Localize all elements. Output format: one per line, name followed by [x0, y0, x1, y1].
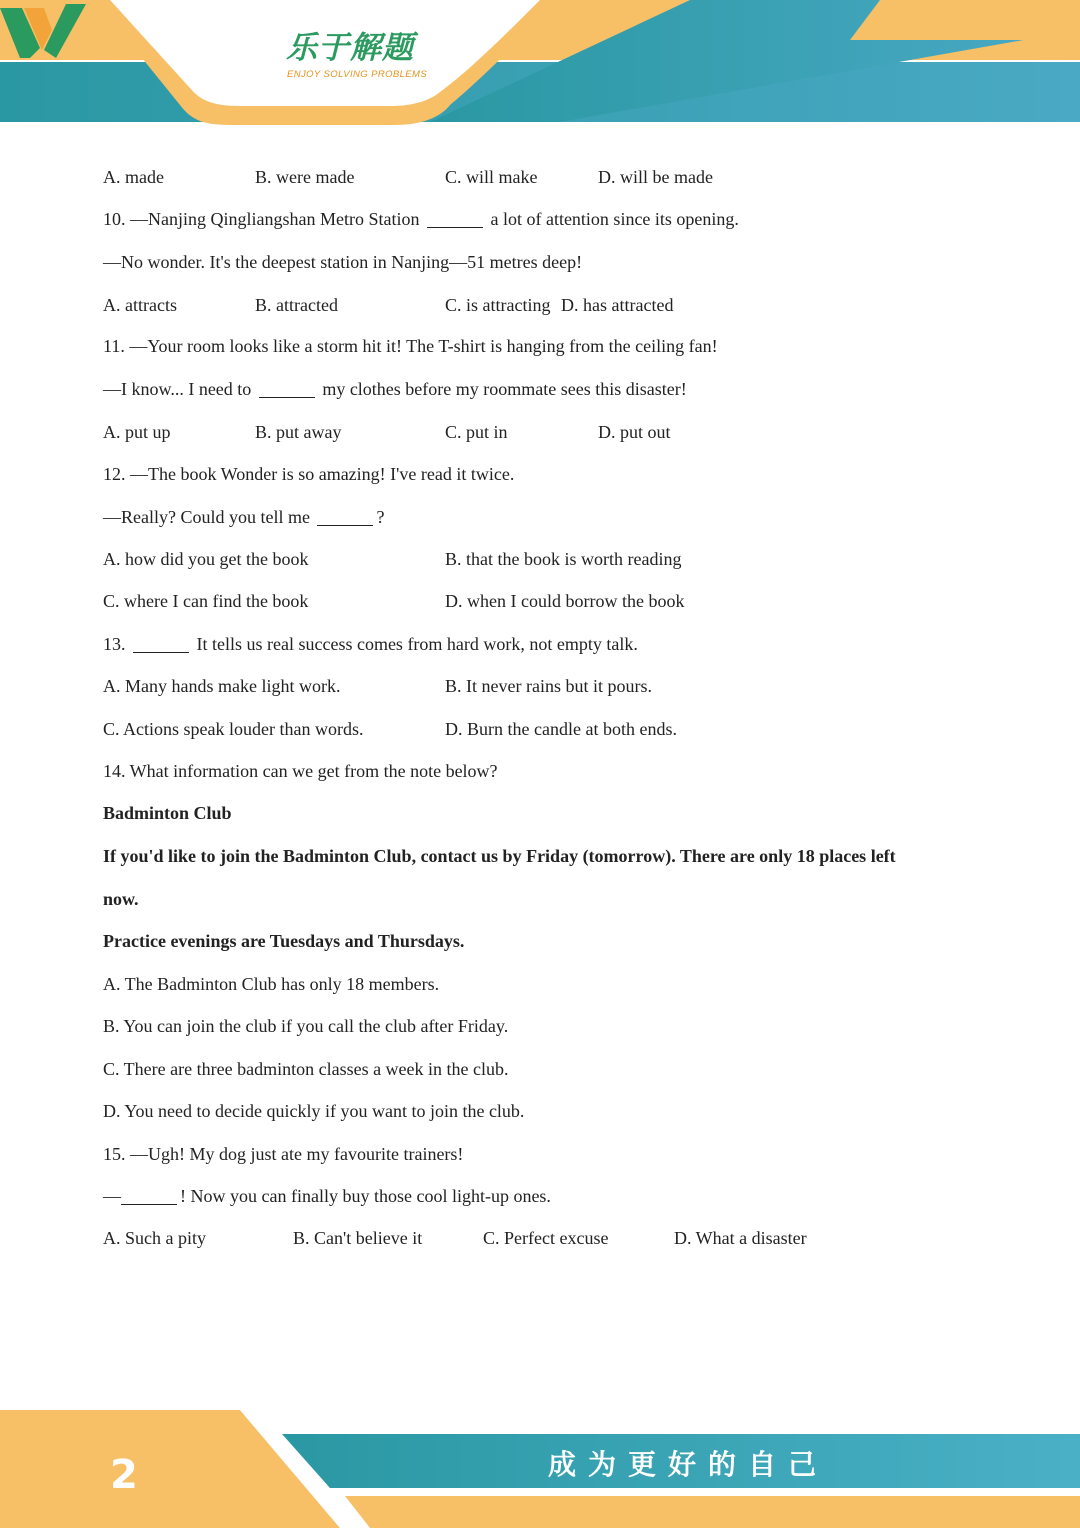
- answer-blank: [317, 506, 373, 526]
- q11-reply: [103, 374, 687, 404]
- q11-option-c: C. put in: [445, 422, 508, 442]
- answer-blank: [133, 633, 189, 653]
- q14-option-c: C. There are three badminton classes a week in the club.: [103, 1059, 509, 1079]
- q11-option-a: A. put up: [103, 422, 171, 442]
- q15-stem: 15. —Ugh! My dog just ate my favourite trainers!: [103, 1144, 464, 1164]
- q12-option-d: D. when I could borrow the book: [445, 591, 685, 611]
- q11-reply-post: my clothes before my roommate sees this disaster!: [317, 379, 687, 399]
- q15-option-b: B. Can't believe it: [293, 1228, 423, 1248]
- q10-option-b: B. attracted: [255, 295, 338, 315]
- q13-option-b: B. It never rains but it pours.: [445, 676, 652, 696]
- q11-stem: 11. —Your room looks like a storm hit it! The T-shirt is hanging from the ceiling fan!: [103, 336, 718, 356]
- answer-blank: [427, 208, 483, 228]
- q13-stem: [103, 629, 638, 659]
- footer-banner: [0, 1410, 1080, 1528]
- q9-option-d: D. will be made: [598, 167, 713, 187]
- q10-option-d: D. has attracted: [561, 295, 674, 315]
- q9-option-c: C. will make: [445, 167, 538, 187]
- q15-option-c: C. Perfect excuse: [483, 1228, 609, 1248]
- note-body-line-2: now.: [103, 889, 139, 909]
- q12-option-a: A. how did you get the book: [103, 549, 309, 569]
- page-footer: [0, 1410, 1080, 1528]
- q14-option-b: B. You can join the club if you call the club after Friday.: [103, 1016, 509, 1036]
- q15-option-d: D. What a disaster: [674, 1228, 807, 1248]
- q10-stem-post: a lot of attention since its opening.: [485, 209, 739, 229]
- q10-reply: —No wonder. It's the deepest station in Nanjing—51 metres deep!: [103, 252, 583, 272]
- q12-stem: 12. —The book Wonder is so amazing! I've read it twice.: [103, 464, 515, 484]
- q9-option-a: A. made: [103, 167, 164, 187]
- q14-option-d: D. You need to decide quickly if you want to join the club.: [103, 1101, 525, 1121]
- q13-stem-pre: 13.: [103, 634, 130, 654]
- q13-option-c: C. Actions speak louder than words.: [103, 719, 364, 739]
- q14-option-a: A. The Badminton Club has only 18 members.: [103, 974, 440, 994]
- note-title: Badminton Club: [103, 803, 232, 823]
- note-body-line-1: If you'd like to join the Badminton Club, contact us by Friday (tomorrow). There are only 18 places left: [103, 846, 896, 866]
- q12-reply: [103, 502, 384, 532]
- q14-stem: 14. What information can we get from the note below?: [103, 761, 498, 781]
- q11-option-b: B. put away: [255, 422, 342, 442]
- q15-reply-pre: —: [103, 1186, 121, 1206]
- brand-name: 乐于解题: [286, 30, 414, 66]
- q9-option-b: B. were made: [255, 167, 355, 187]
- q10-option-a: A. attracts: [103, 295, 177, 315]
- q13-option-d: D. Burn the candle at both ends.: [445, 719, 677, 739]
- q13-option-a: A. Many hands make light work.: [103, 676, 341, 696]
- q15-reply-post: ! Now you can finally buy those cool light-up ones.: [180, 1186, 551, 1206]
- q13-stem-post: It tells us real success comes from hard work, not empty talk.: [192, 634, 638, 654]
- brand-logo-icon: [0, 0, 86, 58]
- header-banner: [0, 0, 1080, 130]
- footer-slogan: 成为更好的自己: [548, 1448, 829, 1481]
- q15-option-a: A. Such a pity: [103, 1228, 206, 1248]
- note-body-line-3: Practice evenings are Tuesdays and Thursdays.: [103, 931, 465, 951]
- q15-reply: [103, 1181, 551, 1211]
- q12-reply-post: ?: [376, 507, 385, 527]
- page-header: [0, 0, 1080, 130]
- q10-option-c: C. is attracting: [445, 295, 551, 315]
- q11-reply-pre: —I know... I need to: [103, 379, 256, 399]
- brand-slogan: ENJOY SOLVING PROBLEMS: [287, 69, 428, 80]
- answer-blank: [121, 1185, 177, 1205]
- answer-blank: [259, 378, 315, 398]
- q10-stem-pre: 10. —Nanjing Qingliangshan Metro Station: [103, 209, 424, 229]
- q12-option-b: B. that the book is worth reading: [445, 549, 682, 569]
- q12-reply-pre: —Really? Could you tell me: [103, 507, 315, 527]
- q11-option-d: D. put out: [598, 422, 671, 442]
- page-number: 2: [110, 1452, 138, 1498]
- q12-option-c: C. where I can find the book: [103, 591, 309, 611]
- q10-stem: [103, 204, 739, 234]
